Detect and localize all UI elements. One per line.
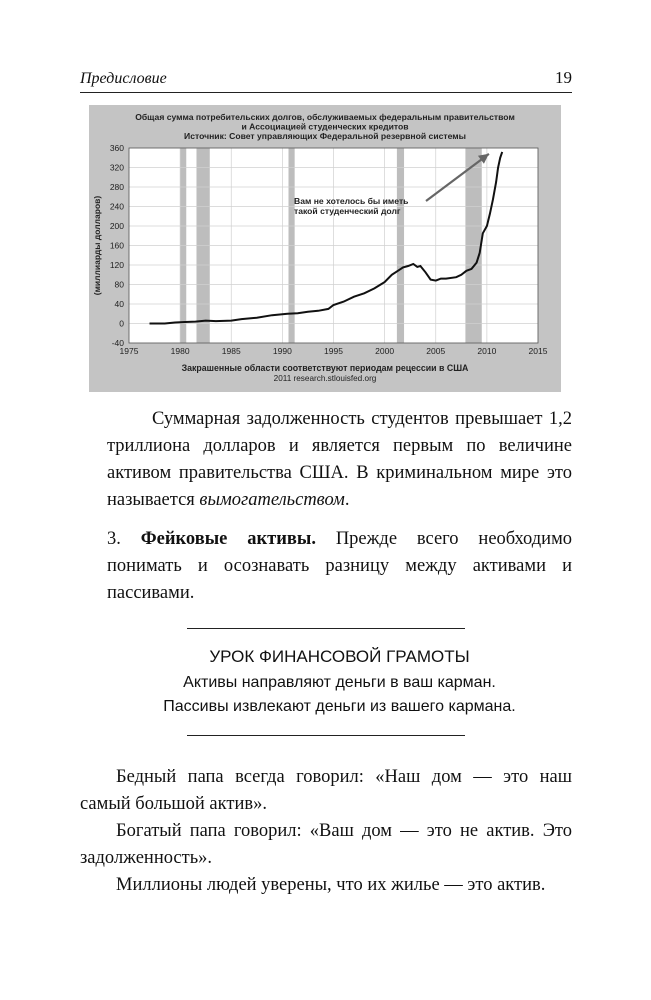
fake-assets-text: Прежде всего необходимо понимать и осознавать разницу между активами и пассивами. xyxy=(107,529,573,603)
x-tick-label: 2015 xyxy=(528,346,548,356)
y-tick-label: 280 xyxy=(109,182,124,192)
y-tick-label: 40 xyxy=(114,299,124,309)
list-item-fake-assets xyxy=(107,526,572,607)
y-tick-label: 320 xyxy=(109,162,124,173)
y-tick-label: 360 xyxy=(109,143,124,153)
x-tick-label: 1995 xyxy=(324,346,343,356)
fake-assets-heading: Фейковые активы. xyxy=(140,529,316,549)
x-tick-label: 1975 xyxy=(119,346,139,356)
x-tick-label: 1990 xyxy=(272,346,292,356)
rich-dad-paragraph: Богатый папа говорил: «Ваш дом — это не актив. Это задолженность». xyxy=(80,821,572,868)
y-tick-label: 240 xyxy=(109,201,124,212)
chart-title-line: и Ассоциацией студенческих кредитов xyxy=(241,121,409,132)
y-tick-label: 160 xyxy=(109,240,124,251)
x-tick-label: 2010 xyxy=(477,346,497,356)
annotation-text-line: Вам не хотелось бы иметь xyxy=(294,196,409,206)
student-debt-text-end: . xyxy=(344,490,350,510)
x-tick-label: 2005 xyxy=(426,346,446,356)
debt-chart-figure xyxy=(89,105,561,392)
chart-caption-line: Закрашенные области соответствуют периодам рецессии в США xyxy=(181,363,469,373)
running-head xyxy=(80,68,572,93)
chart-title-line: Источник: Совет управляющих Федеральной резервной системы xyxy=(184,131,466,141)
chart-caption-line: 2011 research.stlouisfed.org xyxy=(273,374,377,383)
lesson-line-assets: Активы направляют деньги в ваш карман. xyxy=(183,674,496,691)
student-debt-text: Суммарная задолженность студентов превышает 1,2 триллиона долларов и является первым по величине активом правительства США. В криминальном мире это называется xyxy=(107,409,572,510)
y-tick-label: 80 xyxy=(114,279,124,290)
lesson-top-rule xyxy=(187,628,465,629)
debt-chart xyxy=(89,105,561,392)
page-number: 19 xyxy=(555,68,572,87)
annotation-text-line: такой студенческий долг xyxy=(294,206,401,216)
x-tick-label: 1980 xyxy=(170,346,190,356)
list-number: 3. xyxy=(107,529,121,549)
y-tick-label: -40 xyxy=(111,338,124,348)
student-debt-paragraph xyxy=(107,406,572,514)
poor-dad-paragraph: Бедный папа всегда говорил: «Наш дом — это наш самый большой актив». xyxy=(80,767,572,814)
chart-title-line: Общая сумма потребительских долгов, обслуживаемых федеральным правительством xyxy=(135,112,515,122)
y-tick-label: 120 xyxy=(109,260,124,270)
lesson-bottom-rule xyxy=(187,735,465,736)
x-tick-label: 1985 xyxy=(221,346,241,356)
millions-paragraph: Миллионы людей уверены, что их жилье — это актив. xyxy=(116,875,546,895)
running-head-title: Предисловие xyxy=(80,70,167,87)
y-tick-label: 0 xyxy=(119,318,124,329)
extortion-term: вымогательством xyxy=(199,490,345,510)
x-tick-label: 2000 xyxy=(375,346,395,356)
y-tick-label: 200 xyxy=(109,221,124,231)
y-axis-label: (миллиарды долларов) xyxy=(92,195,102,296)
lesson-line-liabilities: Пассивы извлекают деньги из вашего кармана. xyxy=(163,698,516,715)
lesson-heading: УРОК ФИНАНСОВОЙ ГРАМОТЫ xyxy=(209,647,470,666)
